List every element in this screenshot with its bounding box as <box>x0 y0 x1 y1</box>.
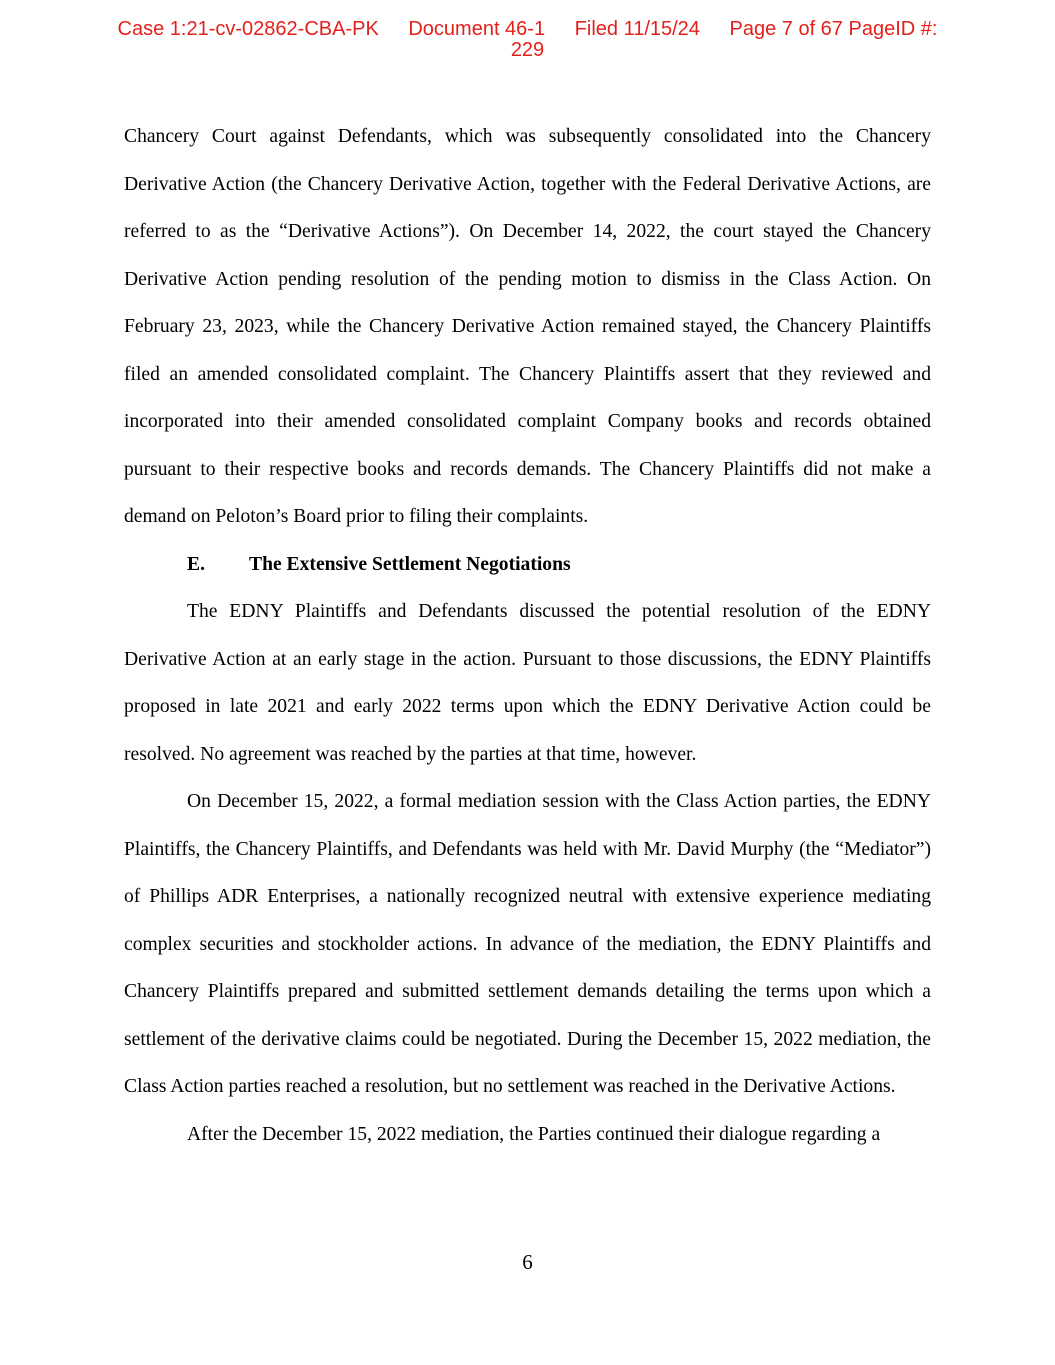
court-filing-header <box>0 19 1055 61</box>
section-letter: E. <box>187 553 205 575</box>
paragraph-edny-discussions: The EDNY Plaintiffs and Defendants discussed the potential resolution of the EDNY Derivative Action at an early stage in the action. Pursuant to those discussions, the EDNY Plaintiffs proposed in late 2021 and early 2022 terms upon which the EDNY Derivative Action could be resolved. No agreement was reached by the parties at that time, however. <box>124 601 931 765</box>
section-heading <box>124 541 931 589</box>
page-id: 229 <box>510 39 545 61</box>
document-body <box>124 113 931 1158</box>
page-number: 6 <box>522 1250 533 1274</box>
paragraph-continued-dialogue: After the December 15, 2022 mediation, the Parties continued their dialogue regarding a <box>187 1123 881 1145</box>
paragraph-chancery: Chancery Court against Defendants, which was subsequently consolidated into the Chancery Derivative Action (the Chancery Derivative Action, together with the Federal Derivative Actions, are referred to as the “Derivative Actions”). On December 14, 2022, the court stayed the Chancery Derivative Action pending resolution of the pending motion to dismiss in the Class Action. On February 23, 2023, while the Chancery Derivative Action remained stayed, the Chancery Plaintiffs filed an amended consolidated complaint. The Chancery Plaintiffs assert that they reviewed and incorporated into their amended consolidated complaint Company books and records obtained pursuant to their respective books and records demands. The Chancery Plaintiffs did not make a demand on Peloton’s Board prior to filing their complaints. <box>124 126 931 527</box>
page-info: Page 7 of 67 PageID #: <box>729 18 938 40</box>
case-number: Case 1:21-cv-02862-CBA-PK <box>117 18 379 40</box>
section-title: The Extensive Settlement Negotiations <box>249 553 571 575</box>
filed-date: Filed 11/15/24 <box>574 18 700 40</box>
paragraph-mediation: On December 15, 2022, a formal mediation session with the Class Action parties, the EDNY Plaintiffs, the Chancery Plaintiffs, and Defendants was held with Mr. David Murphy (the “Mediator”) of Phillips ADR Enterprises, a nationally recognized neutral with extensive experience mediating complex securities and stockholder actions. In advance of the mediation, the EDNY Plaintiffs and Chancery Plaintiffs prepared and submitted settlement demands detailing the terms upon which a settlement of the derivative claims could be negotiated. During the December 15, 2022 mediation, the Class Action parties reached a resolution, but no settlement was reached in the Derivative Actions. <box>124 791 931 1097</box>
header-line <box>0 19 1055 40</box>
document-number: Document 46-1 <box>408 18 546 40</box>
